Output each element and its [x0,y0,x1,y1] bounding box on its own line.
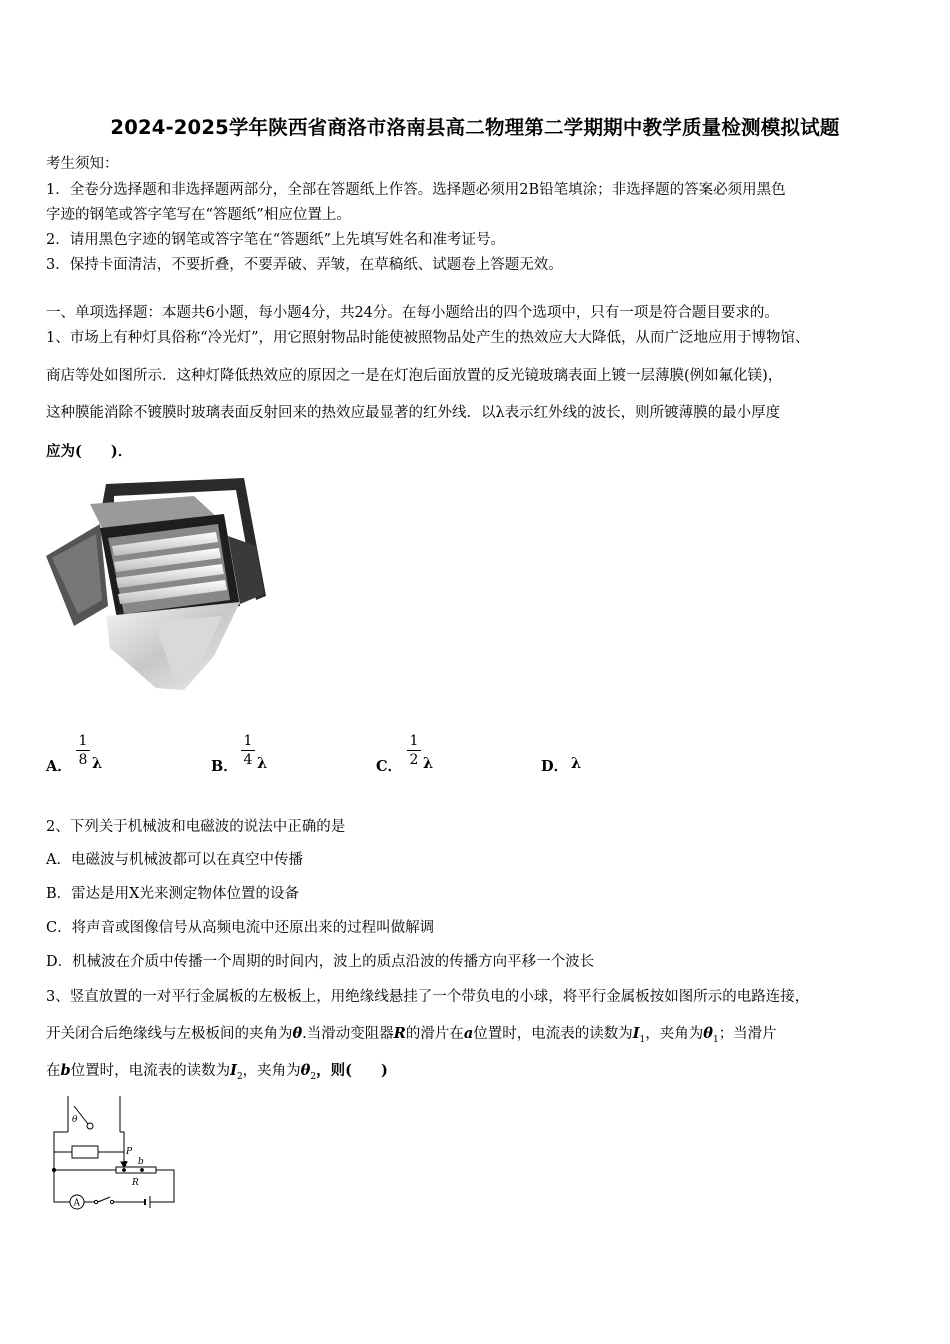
circuit-diagram [46,1090,180,1212]
q1-line-2: 商店等处如图所示．这种灯降低热效应的原因之一是在灯泡后面放置的反光镜玻璃表面上镀一层薄膜(例如氟化镁)， [46,368,783,384]
q1-option-d-lambda: λ [571,755,582,772]
q1-option-a-fraction: 1 8 [75,733,91,768]
q2-option-b: B．雷达是用X光来测定物体位置的设备 [46,886,299,902]
circuit-label-theta: θ [72,1115,78,1125]
page-title: 2024-2025学年陕西省商洛市洛南县高二物理第二学期期中教学质量检测模拟试题 [110,116,840,139]
cold-light-lamp-image [44,476,276,692]
notice-line-3: 2．请用黑色字迹的钢笔或答字笔在“答题纸”上先填写姓名和准考证号。 [46,232,506,248]
notice-line-4: 3．保持卡面清洁，不要折叠，不要弄破、弄皱，在草稿纸、试题卷上答题无效。 [46,257,563,273]
q2-stem: 2、下列关于机械波和电磁波的说法中正确的是 [46,819,346,835]
circuit-label-a: a [122,1159,128,1169]
circuit-label-p: P [126,1147,133,1157]
notice-line-1: 1．全卷分选择题和非选择题两部分，全部在答题纸上作答。选择题必须用2B铅笔填涂；非选择题的答案必须用黑色 [46,182,786,198]
q2-option-d: D．机械波在介质中传播一个周期的时间内，波上的质点沿波的传播方向平移一个波长 [46,954,595,970]
q1-option-b-fraction: 1 4 [240,733,256,768]
circuit-label-r: R [132,1178,139,1188]
q3-line-3: 在b位置时，电流表的读数为$I_2$，夹角为$\theta_2$，则( ) [46,1062,388,1082]
ammeter-icon: A [73,1198,80,1209]
q1-line-3: 这种膜能消除不镀膜时玻璃表面反射回来的热效应最显著的红外线．以λ表示红外线的波长，则所镀薄膜的最小厚度 [46,405,781,421]
q1-option-b-lambda: λ [257,755,268,772]
q1-option-a-label: A． [46,758,72,775]
section-heading: 一、单项选择题：本题共6小题，每小题4分，共24分。在每小题给出的四个选项中，只有一项是符合题目要求的。 [46,305,779,321]
notice-heading: 考生须知： [46,156,119,172]
q2-option-a: A．电磁波与机械波都可以在真空中传播 [46,852,303,868]
q3-line-1: 3、竖直放置的一对平行金属板的左极板上，用绝缘线悬挂了一个带负电的小球，将平行金属板按如图所示的电路连接， [46,989,810,1005]
q1-option-d-label: D． [541,758,569,775]
q1-option-c-lambda: λ [423,755,434,772]
q1-option-c-fraction: 1 2 [406,733,422,768]
q1-line-1: 1、市场上有种灯具俗称“冷光灯”，用它照射物品时能使被照物品处产生的热效应大大降低，从而广泛地应用于博物馆、 [46,330,810,346]
circuit-label-b: b [138,1157,144,1167]
q2-option-c: C．将声音或图像信号从高频电流中还原出来的过程叫做解调 [46,920,435,936]
q1-option-b-label: B． [211,758,238,775]
q1-option-a-lambda: λ [92,755,103,772]
notice-line-2: 字迹的钢笔或答字笔写在“答题纸”相应位置上。 [46,207,351,223]
q1-option-c-label: C． [376,758,403,775]
q3-line-2: 开关闭合后绝缘线与左极板间的夹角为θ.当滑动变阻器R的滑片在a位置时，电流表的读数为$I_1$，夹角为$\theta_1$；当滑片 [46,1025,777,1045]
q1-line-4: 应为( )． [46,443,133,460]
